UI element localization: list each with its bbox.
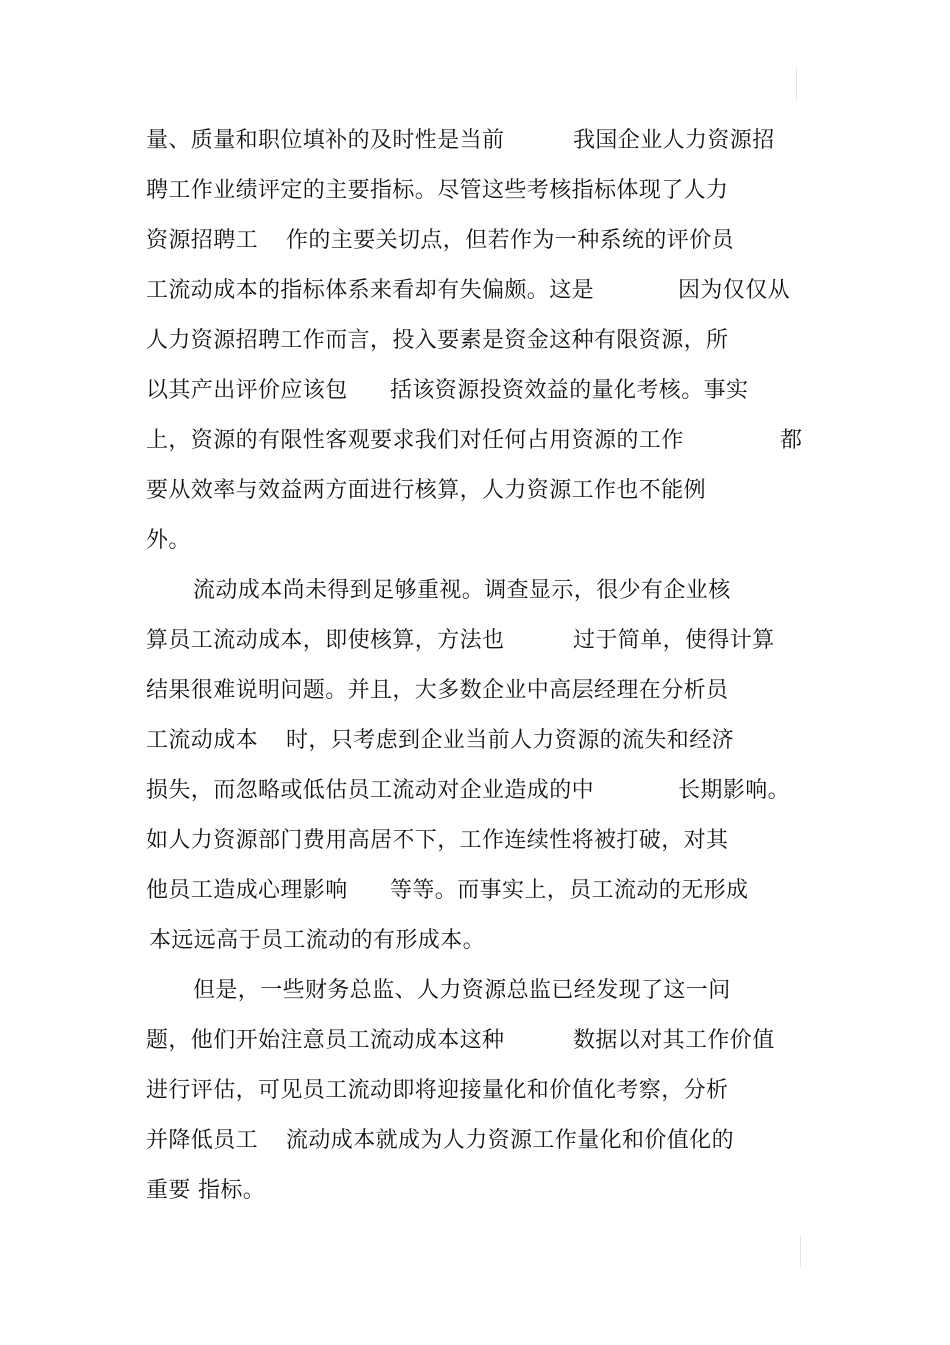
text-fragment: 聘工作业绩评定的主要指标。尽管这些考核指标体现了人力 xyxy=(146,178,729,203)
text-fragment: 作的主要关切点，但若作为一种系统的评价员 xyxy=(286,228,735,253)
text-line xyxy=(146,626,504,656)
text-fragment: 结果很难说明问题。并且，大多数企业中高层经理在分析员 xyxy=(146,678,729,703)
text-line xyxy=(146,526,191,556)
text-line xyxy=(146,1026,504,1056)
text-fragment: 如人力资源部门费用高居不下，工作连续性将被打破，对其 xyxy=(146,828,729,853)
text-fragment: 长期影响。 xyxy=(678,778,791,803)
text-fragment: 括该资源投资效益的量化考核。事实 xyxy=(390,378,749,403)
text-line xyxy=(146,426,684,456)
text-line xyxy=(193,576,731,606)
text-fragment: 过于简单，使得计算 xyxy=(573,628,775,653)
text-line xyxy=(146,826,728,856)
text-fragment: 进行评估，可见员工流动即将迎接量化和价值化考察，分析 xyxy=(146,1078,729,1103)
text-fragment: 并降低员工 xyxy=(146,1128,259,1153)
text-line xyxy=(146,276,594,306)
text-line xyxy=(146,326,728,356)
text-line xyxy=(573,126,775,156)
text-line xyxy=(390,376,748,406)
text-line xyxy=(146,226,258,256)
text-fragment: 都 xyxy=(780,428,803,453)
text-line xyxy=(146,176,728,206)
text-fragment: 损失，而忽略或低估员工流动对企业造成的中 xyxy=(146,778,595,803)
text-line xyxy=(146,476,706,506)
text-fragment: 资源招聘工 xyxy=(146,228,259,253)
text-line xyxy=(286,726,734,756)
text-fragment: 但是，一些财务总监、人力资源总监已经发现了这一问 xyxy=(193,978,731,1003)
text-line xyxy=(146,876,348,906)
page-edge-mark-top xyxy=(796,68,797,100)
text-line xyxy=(198,1176,265,1206)
text-fragment: 题，他们开始注意员工流动成本这种 xyxy=(146,1028,505,1053)
text-line xyxy=(146,126,504,156)
text-line xyxy=(780,426,802,456)
text-fragment: 外。 xyxy=(146,528,191,553)
text-line xyxy=(678,276,790,306)
text-fragment: 本远远高于员工流动的有形成本。 xyxy=(149,928,486,953)
text-fragment: 量、质量和职位填补的及时性是当前 xyxy=(146,128,505,153)
text-line xyxy=(149,926,485,956)
text-fragment: 等等。而事实上，员工流动的无形成 xyxy=(390,878,749,903)
text-line xyxy=(390,876,748,906)
text-fragment: 上，资源的有限性客观要求我们对任何占用资源的工作 xyxy=(146,428,684,453)
text-fragment: 流动成本就成为人力资源工作量化和价值化的 xyxy=(286,1128,735,1153)
text-line xyxy=(146,676,728,706)
text-fragment: 因为仅仅从 xyxy=(678,278,791,303)
text-fragment: 工流动成本 xyxy=(146,728,259,753)
text-line xyxy=(678,776,790,806)
text-line xyxy=(146,726,258,756)
text-line xyxy=(286,226,734,256)
text-fragment: 工流动成本的指标体系来看却有失偏颇。这是 xyxy=(146,278,595,303)
text-line xyxy=(146,376,348,406)
text-line xyxy=(286,1126,734,1156)
text-line xyxy=(146,776,594,806)
text-fragment: 指标。 xyxy=(198,1178,266,1203)
text-fragment: 数据以对其工作价值 xyxy=(573,1028,775,1053)
text-fragment: 时，只考虑到企业当前人力资源的流失和经济 xyxy=(286,728,735,753)
text-line xyxy=(146,1176,191,1206)
text-fragment: 重要 xyxy=(146,1178,191,1203)
text-line xyxy=(573,1026,775,1056)
text-line xyxy=(193,976,731,1006)
text-fragment: 算员工流动成本，即使核算，方法也 xyxy=(146,628,505,653)
text-fragment: 以其产出评价应该包 xyxy=(146,378,348,403)
page-edge-mark-bottom xyxy=(800,1235,801,1267)
text-fragment: 他员工造成心理影响 xyxy=(146,878,348,903)
text-line xyxy=(573,626,775,656)
text-fragment: 人力资源招聘工作而言，投入要素是资金这种有限资源，所 xyxy=(146,328,729,353)
text-line xyxy=(146,1126,258,1156)
text-fragment: 我国企业人力资源招 xyxy=(573,128,775,153)
text-fragment: 流动成本尚未得到足够重视。调查显示，很少有企业核 xyxy=(193,578,731,603)
text-fragment: 要从效率与效益两方面进行核算，人力资源工作也不能例 xyxy=(146,478,707,503)
text-line xyxy=(146,1076,728,1106)
